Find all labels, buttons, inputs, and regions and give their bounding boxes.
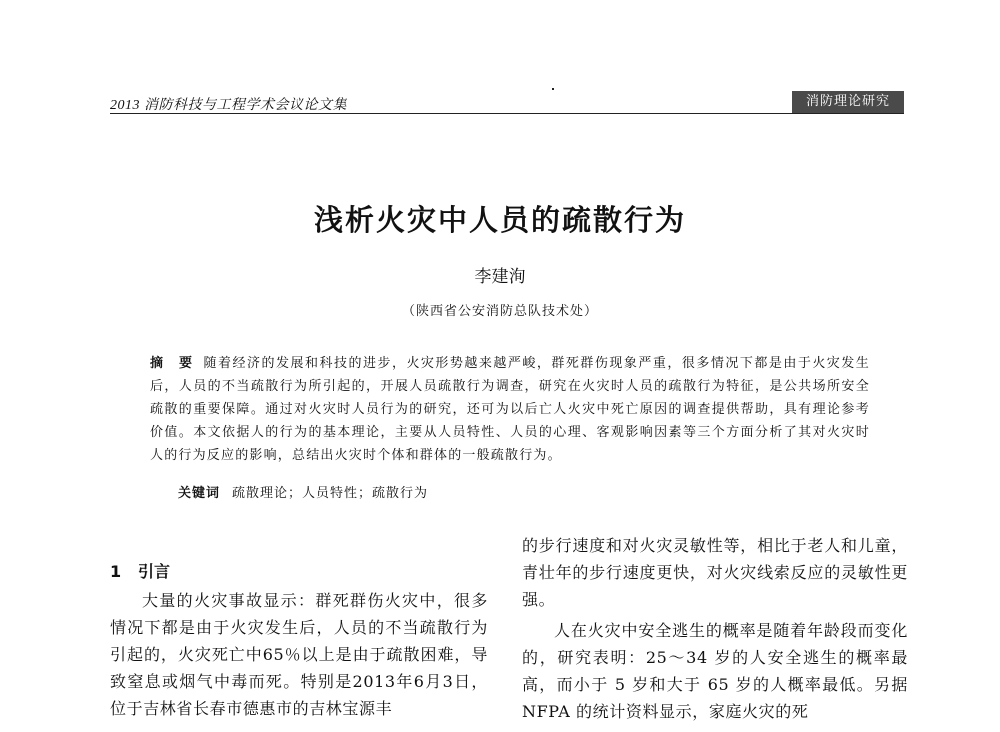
affiliation: （陕西省公安消防总队技术处）	[401, 304, 598, 319]
keywords-text: 疏散理论；人员特性；疏散行为	[232, 486, 429, 501]
section-heading	[110, 558, 488, 587]
abstract	[150, 352, 870, 467]
abstract-text: 随着经济的发展和科技的进步，火灾形势越来越严峻，群死群伤现象严重，很多情况下都是由于火灾发生后，人员的不当疏散行为所引起的，开展人员疏散行为调查，研究在火灾时人员的疏散行为特征，是公共场所安全疏散的重要保障。通过对火灾时人员行为的研究，还可为以后亡人火灾中死亡原因的调查提供帮助，具有理论参考价值。本文依据人的行为的基本理论，主要从人员特性、人员的心理、客观影响因素等三个方面分析了其对火灾时人的行为反应的影响，总结出火灾时个体和群体的一般疏散行为。	[150, 356, 871, 463]
intro-paragraph: 大量的火灾事故显示：群死群伤火灾中，很多情况下都是由于火灾发生后，人员的不当疏散行为引起的，火灾死亡中65％以上是由于疏散困难，导致窒息或烟气中毒而死。特别是2013年6月3日，位于吉林省长春市德惠市的吉林宝源丰	[110, 591, 488, 718]
right-paragraph-2: 人在火灾中安全逃生的概率是随着年龄段而变化的，研究表明：25～34 岁的人安全逃生的概率最高，而小于 5 岁和大于 65 岁的人概率最低。另据 NFPA 的统计资料显示，家庭火灾的死	[522, 621, 908, 721]
journal-header: 2013 消防科技与工程学术会议论文集	[110, 98, 347, 113]
print-speck	[552, 88, 554, 90]
section-tag: 消防理论研究	[792, 91, 904, 113]
header-rule	[110, 113, 904, 114]
paper-title: 浅析火灾中人员的疏散行为	[313, 203, 686, 237]
abstract-label: 摘 要	[150, 356, 194, 371]
keywords-label: 关键词	[178, 486, 221, 501]
author: 李建洵	[474, 267, 526, 287]
right-paragraph-1: 的步行速度和对火灾灵敏性等，相比于老人和儿童，青壮年的步行速度更快，对火灾线索反应的灵敏性更强。	[522, 536, 908, 609]
section-title: 引言	[138, 562, 171, 581]
left-column	[110, 558, 488, 722]
right-column	[522, 532, 908, 725]
section-number: 1	[110, 562, 122, 581]
keywords	[178, 482, 428, 501]
